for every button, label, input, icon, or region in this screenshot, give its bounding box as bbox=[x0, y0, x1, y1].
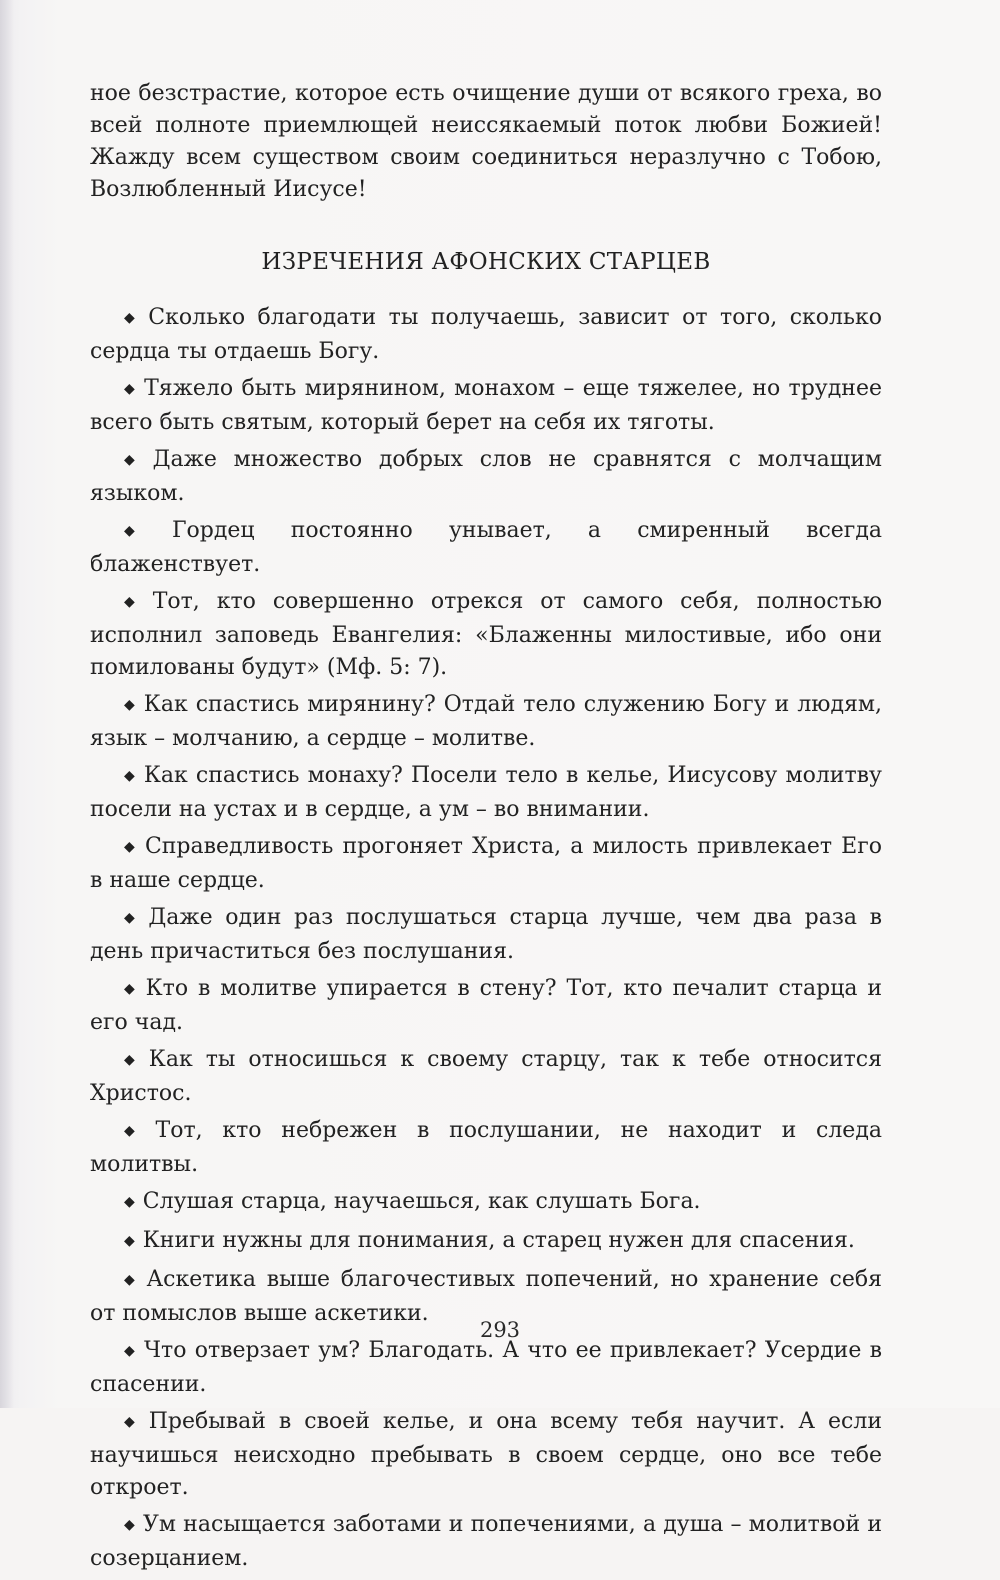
diamond-bullet-icon: ◆ bbox=[124, 381, 137, 397]
diamond-bullet-icon: ◆ bbox=[124, 1272, 139, 1288]
saying-item bbox=[90, 1186, 882, 1220]
saying-text: Тот, кто небрежен в послушании, не находит и следа молитвы. bbox=[90, 1118, 882, 1177]
saying-text: Справедливость прогоняет Христа, а милость привлекает Его в наше сердце. bbox=[90, 834, 882, 893]
diamond-bullet-icon: ◆ bbox=[124, 523, 164, 539]
saying-text: Гордец постоянно унывает, а смиренный всегда блаженствует. bbox=[90, 518, 882, 577]
saying-text: Книги нужны для понимания, а старец нужен для спасения. bbox=[142, 1228, 855, 1253]
saying-text: Как спастись мирянину? Отдай тело служению Богу и людям, язык – молчанию, а сердце – молитве. bbox=[90, 692, 882, 751]
diamond-bullet-icon: ◆ bbox=[124, 1123, 148, 1139]
saying-text: Даже один раз послушаться старца лучше, чем два раза в день причаститься без послушания. bbox=[90, 905, 882, 964]
saying-item bbox=[90, 1406, 882, 1504]
saying-text: Ум насыщается заботами и попечениями, а душа – молитвой и созерцанием. bbox=[90, 1512, 882, 1571]
diamond-bullet-icon: ◆ bbox=[124, 1343, 137, 1359]
diamond-bullet-icon: ◆ bbox=[124, 768, 136, 784]
diamond-bullet-icon: ◆ bbox=[124, 981, 138, 997]
page-content bbox=[90, 78, 882, 1580]
diamond-bullet-icon: ◆ bbox=[124, 697, 136, 713]
saying-text: Аскетика выше благочестивых попечений, но хранение себя от помыслов выше аскетики. bbox=[90, 1267, 882, 1326]
saying-item bbox=[90, 1509, 882, 1575]
sayings-list bbox=[90, 302, 882, 1575]
diamond-bullet-icon: ◆ bbox=[124, 594, 145, 610]
saying-text: Кто в молитве упирается в стену? Тот, кто печалит старца и его чад. bbox=[90, 976, 882, 1035]
saying-item bbox=[90, 689, 882, 755]
page-number: 293 bbox=[479, 1318, 521, 1342]
intro-paragraph: ное безстрастие, которое есть очищение души от всякого греха, во всей полноте приемлющей неиссякаемый поток любви Божией! Жажду всем существом своим соединиться неразлучно с Тобою, Возлюбленный Иисусе! bbox=[90, 81, 882, 202]
saying-text: Как спастись монаху? Посели тело в келье, Иисусову молитву посели на устах и в сердце, а ум – во внимании. bbox=[90, 763, 882, 822]
diamond-bullet-icon: ◆ bbox=[124, 1414, 141, 1430]
diamond-bullet-icon: ◆ bbox=[124, 452, 145, 468]
saying-item bbox=[90, 444, 882, 510]
diamond-bullet-icon: ◆ bbox=[124, 1233, 135, 1249]
diamond-bullet-icon: ◆ bbox=[124, 310, 141, 326]
saying-text: Тот, кто совершенно отрекся от самого себя, полностью исполнил заповедь Евангелия: «Блаженны милостивые, ибо они помилованы будут» (Мф. 5: 7). bbox=[90, 589, 882, 680]
saying-item bbox=[90, 373, 882, 439]
saying-item bbox=[90, 1044, 882, 1110]
diamond-bullet-icon: ◆ bbox=[124, 1052, 141, 1068]
spine-shadow bbox=[0, 0, 14, 1408]
saying-item bbox=[90, 973, 882, 1039]
saying-text: Тяжело быть мирянином, монахом – еще тяжелее, но труднее всего быть святым, который берет на себя их тяготы. bbox=[90, 376, 882, 435]
diamond-bullet-icon: ◆ bbox=[124, 1194, 135, 1210]
diamond-bullet-icon: ◆ bbox=[124, 1517, 135, 1533]
saying-item bbox=[90, 1335, 882, 1401]
saying-item bbox=[90, 902, 882, 968]
saying-item bbox=[90, 831, 882, 897]
saying-item bbox=[90, 1115, 882, 1181]
saying-text: Слушая старца, научаешься, как слушать Бога. bbox=[142, 1189, 701, 1214]
saying-item bbox=[90, 586, 882, 684]
saying-text: Сколько благодати ты получаешь, зависит от того, сколько сердца ты отдаешь Богу. bbox=[90, 305, 882, 364]
saying-text: Пребывай в своей келье, и она всему тебя научит. А если научишься неисходно пребывать в своем сердце, оно все тебе откроет. bbox=[90, 1409, 882, 1500]
saying-item bbox=[90, 1225, 882, 1259]
saying-item bbox=[90, 302, 882, 368]
section-heading: ИЗРЕЧЕНИЯ АФОНСКИХ СТАРЦЕВ bbox=[261, 249, 711, 275]
saying-item bbox=[90, 760, 882, 826]
saying-text: Даже множество добрых слов не сравнятся с молчащим языком. bbox=[90, 447, 882, 506]
diamond-bullet-icon: ◆ bbox=[124, 839, 137, 855]
diamond-bullet-icon: ◆ bbox=[124, 910, 141, 926]
saying-item bbox=[90, 515, 882, 581]
saying-text: Что отверзает ум? Благодать. А что ее привлекает? Усердие в спасении. bbox=[90, 1338, 882, 1397]
saying-text: Как ты относишься к своему старцу, так к тебе относится Христос. bbox=[90, 1047, 882, 1106]
